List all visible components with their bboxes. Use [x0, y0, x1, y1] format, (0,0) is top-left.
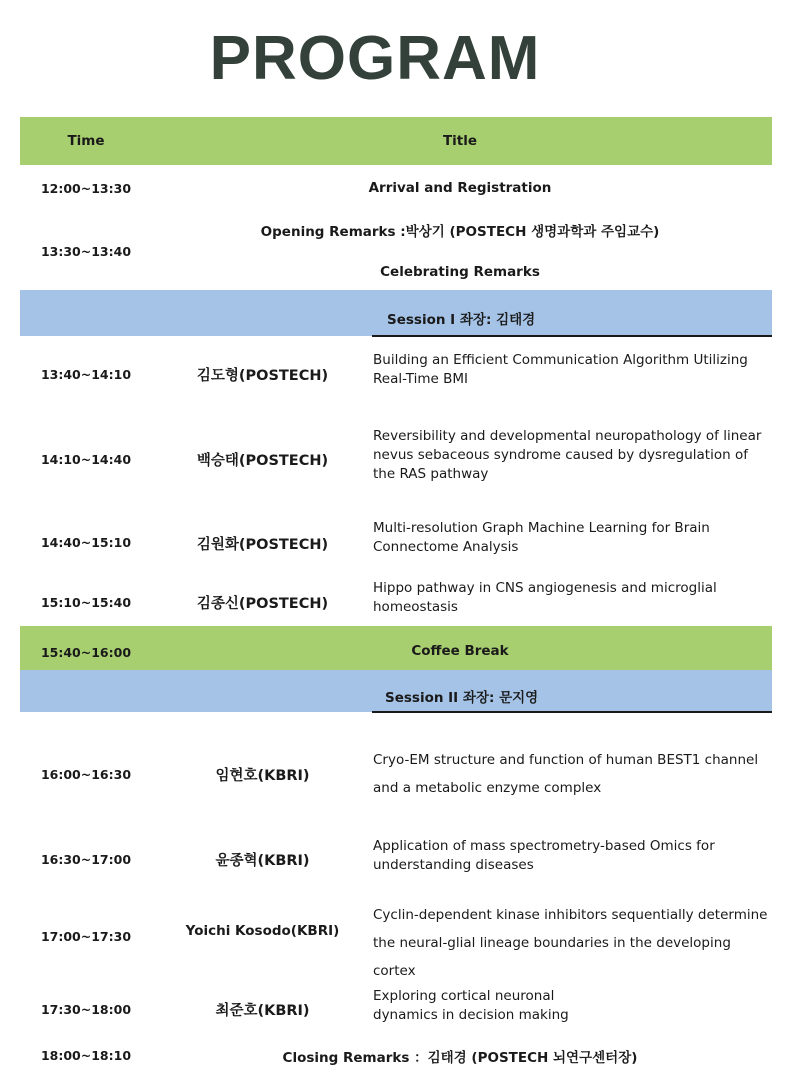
talk-title: Application of mass spectrometry-based Omics for understanding diseases	[373, 838, 715, 873]
talk-title: Cryo-EM structure and function of human BEST1 channel and a metabolic enzyme complex	[373, 752, 759, 796]
talk-time: 17:30~18:00	[40, 1002, 132, 1017]
talk-time: 16:30~17:00	[40, 852, 132, 867]
talk-title: Building an Efficient Communication Algorithm Utilizing Real-Time BMI	[373, 352, 748, 387]
session-label: Session II 좌장: 문지영	[385, 690, 539, 706]
row-title: Arrival and Registration	[368, 180, 552, 196]
talk-time: 14:10~14:40	[40, 452, 132, 467]
talk-title: Reversibility and developmental neuropathology of linear nevus sebaceous syndrome caused by dysregulation of the RAS pathway	[373, 428, 762, 482]
coffee-time: 15:40~16:00	[40, 645, 132, 660]
talk-speaker: 백승태(POSTECH)	[196, 453, 329, 469]
divider	[372, 711, 772, 713]
coffee-title: Coffee Break	[411, 643, 509, 659]
talk-time: 14:40~15:10	[40, 535, 132, 550]
talk-time: 16:00~16:30	[40, 767, 132, 782]
table-header	[20, 117, 772, 165]
talk-title: Exploring cortical neuronal dynamics in decision making	[373, 988, 569, 1023]
talk-speaker: 최준호(KBRI)	[215, 1003, 310, 1019]
talk-speaker: 임현호(KBRI)	[215, 768, 310, 784]
closing-title: Closing Remarks ：김태경 (POSTECH 뇌연구센터장)	[282, 1050, 638, 1066]
row-time: 13:30~13:40	[40, 244, 132, 259]
header-time: Time	[67, 133, 105, 149]
page-title: PROGRAM	[209, 24, 541, 93]
session-label: Session I 좌장: 김태경	[387, 312, 536, 328]
row-title: Opening Remarks :박상기 (POSTECH 생명과학과 주임교수)	[260, 224, 660, 240]
talk-speaker: 김도형(POSTECH)	[196, 368, 329, 384]
talk-title: Hippo pathway in CNS angiogenesis and microglial homeostasis	[373, 580, 717, 615]
closing-time: 18:00~18:10	[40, 1048, 132, 1063]
talk-time: 13:40~14:10	[40, 367, 132, 382]
talk-speaker: 김원화(POSTECH)	[196, 537, 329, 553]
divider	[372, 335, 772, 337]
talk-speaker: 윤종혁(KBRI)	[215, 853, 310, 869]
talk-title: Cyclin-dependent kinase inhibitors sequentially determine the neural-glial lineage boundaries in the developing cortex	[373, 907, 768, 979]
talk-title: Multi-resolution Graph Machine Learning for Brain Connectome Analysis	[373, 520, 710, 555]
header-title: Title	[442, 133, 478, 149]
talk-time: 15:10~15:40	[40, 595, 132, 610]
talk-speaker: 김종신(POSTECH)	[196, 596, 329, 612]
row-title: Celebrating Remarks	[380, 264, 540, 280]
talk-time: 17:00~17:30	[40, 929, 132, 944]
row-time: 12:00~13:30	[40, 181, 132, 196]
talk-speaker: Yoichi Kosodo(KBRI)	[185, 923, 340, 939]
